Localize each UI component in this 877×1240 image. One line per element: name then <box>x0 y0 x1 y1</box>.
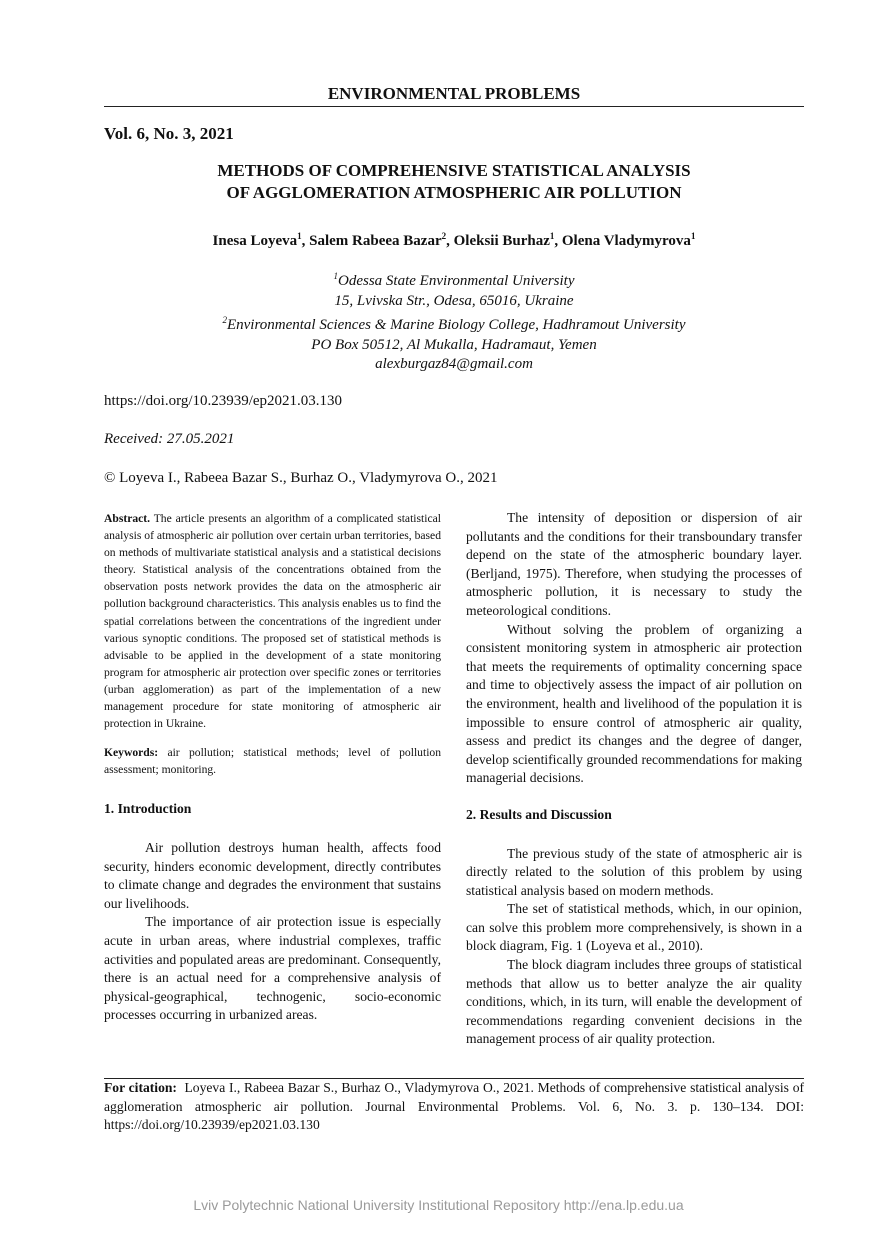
author-affiliation-mark: 1 <box>297 231 302 241</box>
contact-email[interactable]: alexburgaz84@gmail.com <box>375 356 533 372</box>
affiliations <box>104 267 804 375</box>
copyright: © Loyeva I., Rabeea Bazar S., Burhaz O., Vladymyrova O., 2021 <box>104 470 498 486</box>
paragraph: The importance of air protection issue is especially acute in urban areas, where industrial complexes, traffic activities and populated areas are predominant. Consequently, there is an actual need for a comprehensive analysis of physical-geographical, technogenic, socio-economic processes occurring in urbanized areas. <box>104 914 441 1023</box>
affiliation-name: Environmental Sciences & Marine Biology College, Hadhramout University <box>226 317 686 333</box>
volume-info: Vol. 6, No. 3, 2021 <box>104 124 234 143</box>
section-heading: 2. Results and Discussion <box>466 806 612 822</box>
author-affiliation-mark: 1 <box>690 231 696 241</box>
paragraph: The block diagram includes three groups of statistical methods that allow us to better analyze the air quality conditions, which, in its turn, will enable the development of recommendations regarding convenient decisions in the management process of air quality protection. <box>466 957 802 1047</box>
paragraph: Without solving the problem of organizing a consistent monitoring system in atmospheric air protection that meets the requirements of optimality concerning space and time to objectively assess the impact of air pollution on the environment, health and livelihood of the population it is impossible to ensure control of atmospheric air quality, assess and predict its changes and the degree of danger, develop scientifically grounded recommendations for making managerial decisions. <box>466 621 802 786</box>
paper-title <box>104 160 804 204</box>
affiliation-name: Odessa State Environmental University <box>338 273 575 289</box>
author-name: Salem Rabeea Bazar <box>309 233 442 249</box>
author-name: Oleksii Burhaz <box>453 233 550 249</box>
abstract-text: The article presents an algorithm of a complicated statistical analysis of atmospheric air pollution over certain urban territories, based on methods of multivariate statistical analysis and a statistical decisions theory. Statistical analysis of the concentrations obtained from the observation posts network provides the data on the atmospheric air pollution background characteristics. This analysis enables us to find the spatial correlations between the concentrations of the ingredient under various synoptic conditions. The proposed set of statistical methods is advisable to be applied in the development of a state monitoring program for atmospheric air protection over specific zones or territories (urban agglomeration) as part of the implementation of a new management procedure for state monitoring of atmospheric air protection in Ukraine. <box>104 512 441 731</box>
title-line-2: OF AGGLOMERATION ATMOSPHERIC AIR POLLUTION <box>226 183 682 202</box>
left-column <box>104 510 441 1025</box>
paragraph: The intensity of deposition or dispersion of air pollutants and the conditions for their transboundary transfer depend on the state of the atmospheric boundary layer. (Berljand, 1975). Therefore, when studying the processes of atmospheric pollution, it is necessary to study the meteorological conditions. <box>466 510 802 618</box>
paragraph: Air pollution destroys human health, affects food security, hinders economic development, directly contributes to climate change and degrades the environment that sustains our livelihoods. <box>104 840 441 911</box>
author-list: Inesa Loyeva$^1$, Salem Rabeea Bazar$^2$, Oleksii Burhaz$^1$, Olena Vladymyrova$^1$ <box>212 231 696 249</box>
journal-header: ENVIRONMENTAL PROBLEMS <box>104 84 804 107</box>
title-line-1: METHODS OF COMPREHENSIVE STATISTICAL ANALYSIS <box>217 161 691 180</box>
doi-link[interactable]: https://doi.org/10.23939/ep2021.03.130 <box>104 393 343 409</box>
repository-footer: Lviv Polytechnic National University Institutional Repository http://ena.lp.edu.ua <box>193 1197 684 1213</box>
affiliation-1 <box>104 267 804 292</box>
abstract <box>104 510 441 732</box>
affiliation-mark: 1 <box>333 271 338 281</box>
citation-block <box>104 1078 804 1135</box>
author-name: Olena Vladymyrova <box>561 233 691 249</box>
paragraph: The set of statistical methods, which, in our opinion, can solve this problem more comprehensively, is shown in a block diagram, Fig. 1 (Loyeva et al., 2010). <box>466 901 802 954</box>
citation-text: Loyeva I., Rabeea Bazar S., Burhaz O., Vladymyrova O., 2021. Methods of comprehensive statistical analysis of agglomeration atmospheric air pollution. Journal Environmental Problems. Vol. 6, No. 3. p. 130–134. DOI: https://doi.org/10.23939/ep2021.03.130 <box>104 1080 805 1133</box>
received-date: Received: 27.05.2021 <box>104 431 235 447</box>
author-affiliation-mark: 1 <box>549 231 555 241</box>
affiliation-mark: 2 <box>222 315 227 325</box>
section-heading: 1. Introduction <box>104 801 192 817</box>
abstract-label: Abstract. <box>104 512 151 525</box>
affiliation-1-address: 15, Lvivska Str., Odesa, 65016, Ukraine <box>334 292 574 309</box>
keywords <box>104 744 441 778</box>
affiliation-2 <box>104 311 804 336</box>
paragraph: The previous study of the state of atmospheric air is directly related to the solution of this problem by using statistical analysis based on modern methods. <box>466 845 802 898</box>
keywords-label: Keywords: <box>104 746 159 760</box>
affiliation-2-address: PO Box 50512, Al Mukalla, Hadramaut, Yemen <box>311 336 597 353</box>
citation-label: For citation: <box>104 1080 177 1095</box>
introduction-section <box>104 800 441 1025</box>
author-affiliation-mark: 2 <box>441 231 447 241</box>
keywords-text: air pollution; statistical methods; level of pollution assessment; monitoring. <box>104 746 442 777</box>
right-column <box>466 509 802 1049</box>
author-name: Inesa Loyeva <box>212 233 298 249</box>
